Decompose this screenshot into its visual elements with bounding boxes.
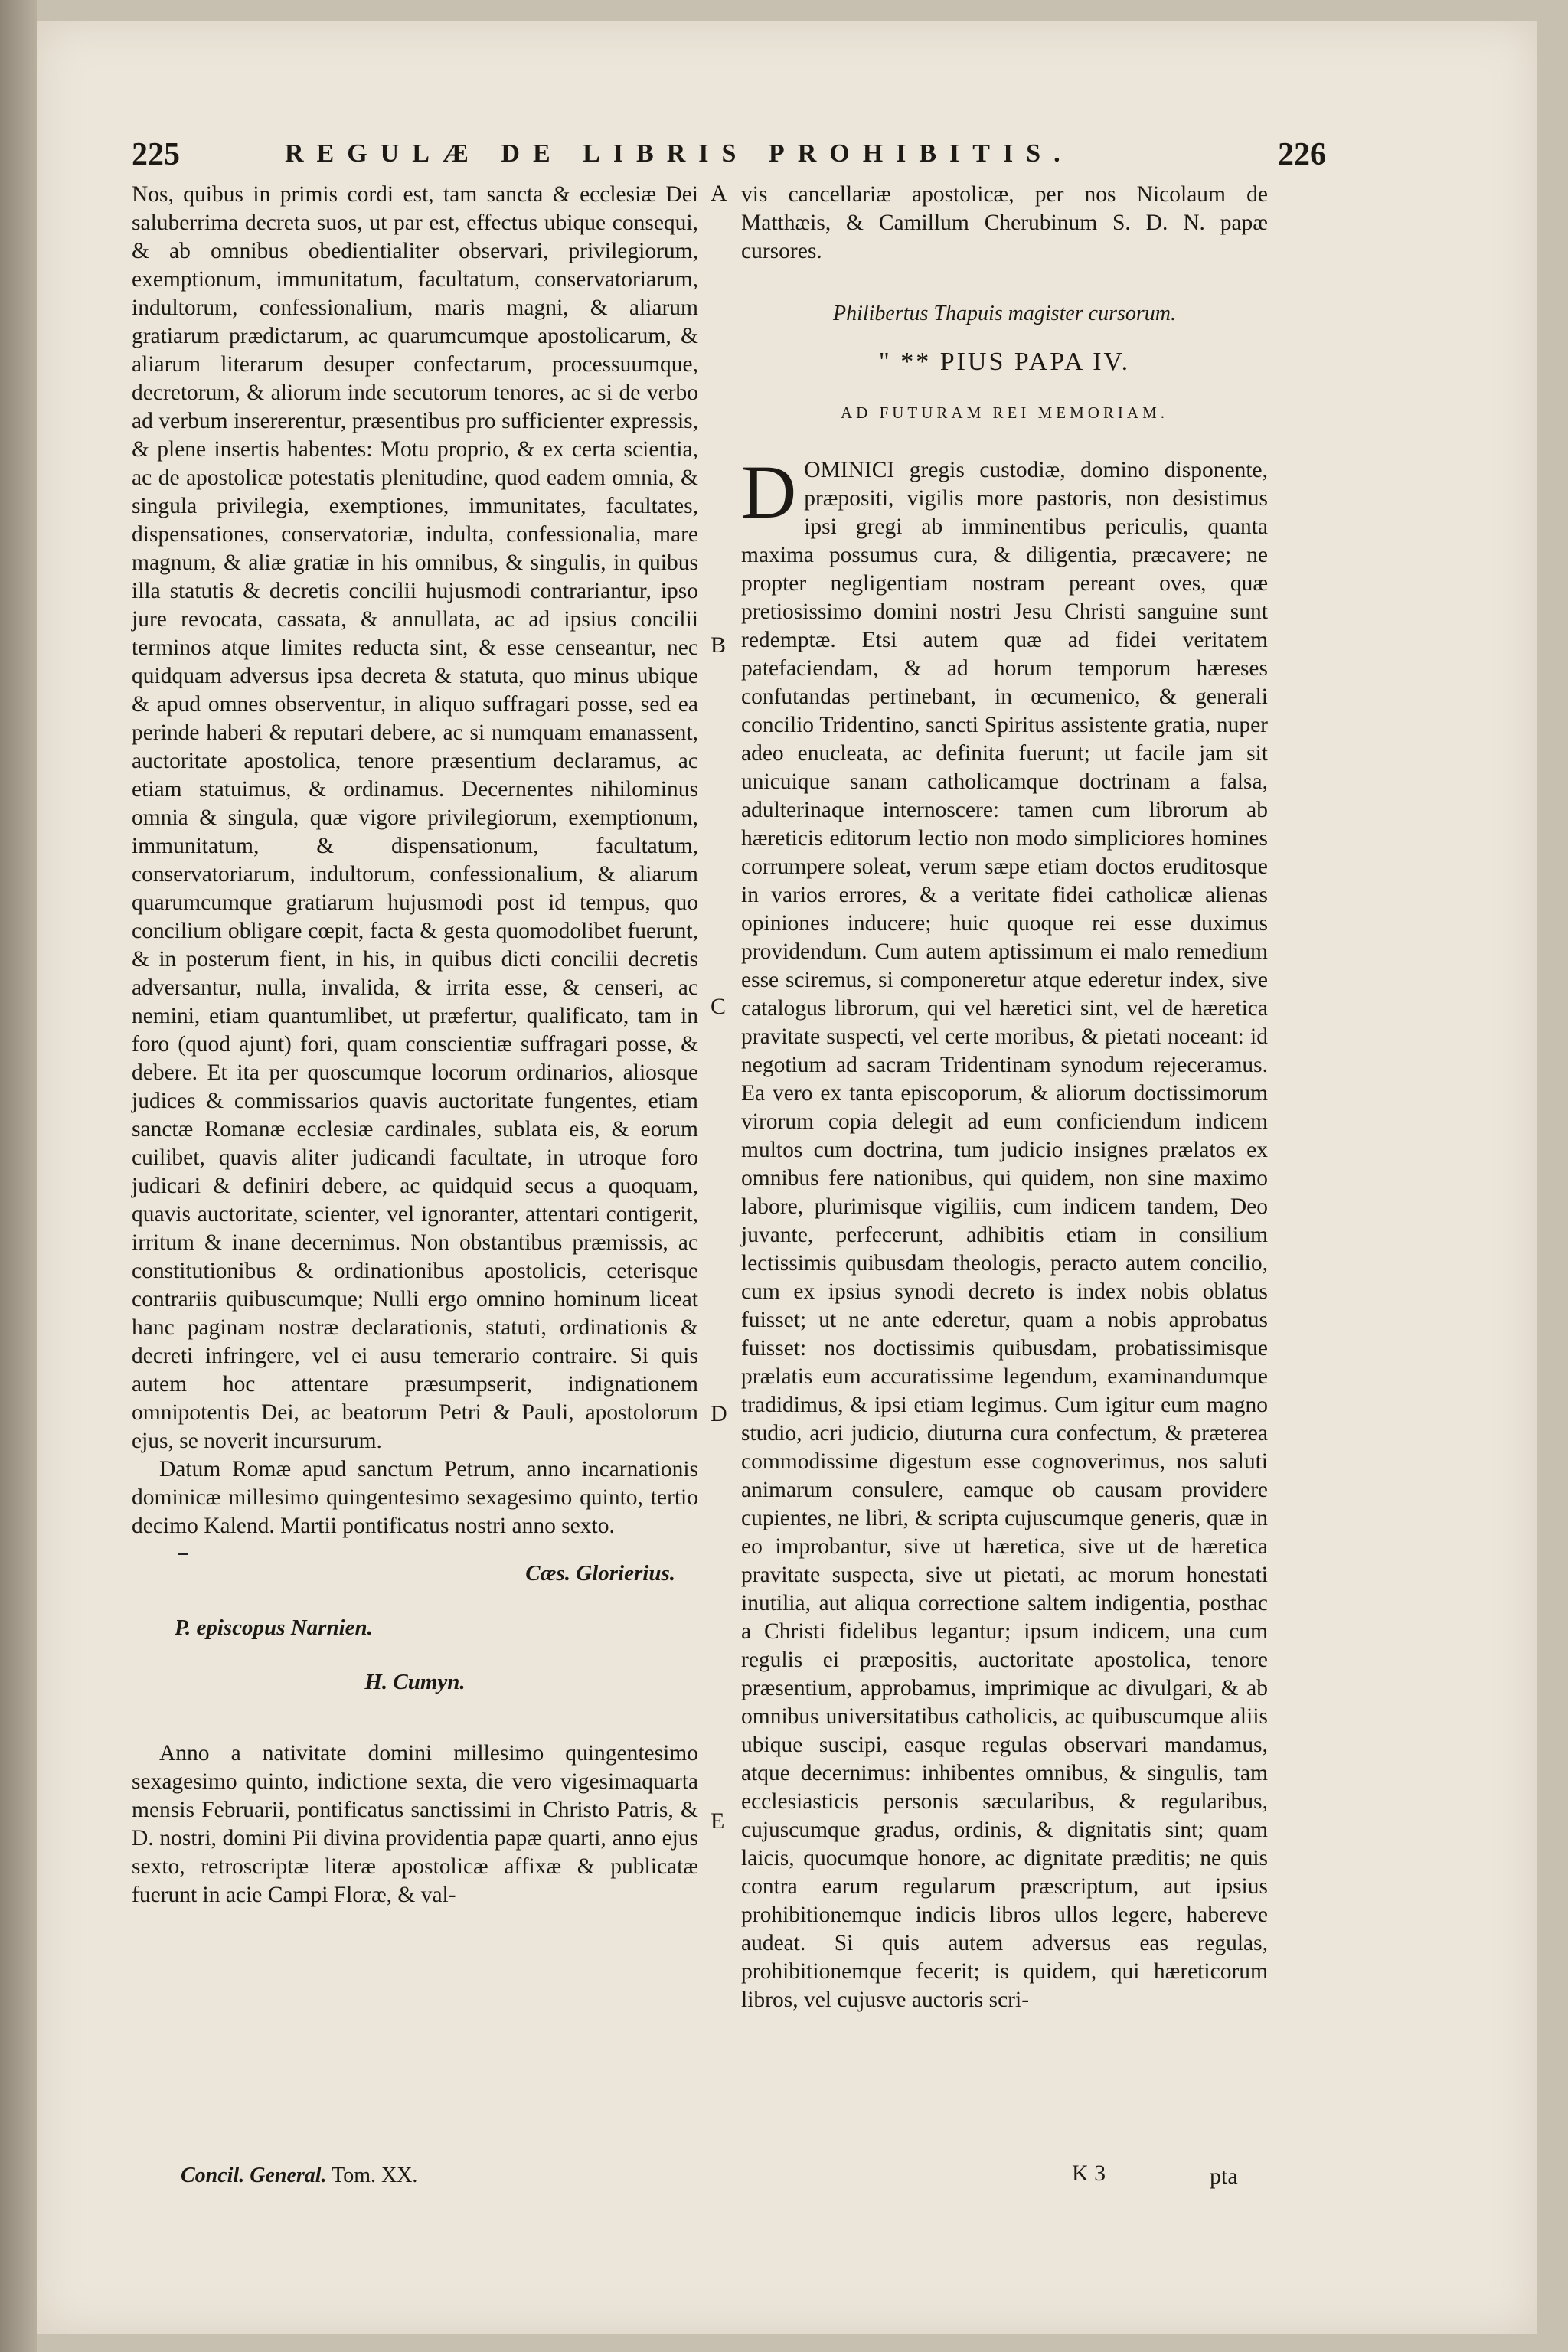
running-title: REGULÆ DE LIBRIS PROHIBITIS. [285,139,1073,168]
signature-cumyn: H. Cumyn. [364,1670,466,1694]
page-number-right: 226 [1278,137,1326,172]
signature-thapuis: Philibertus Thapuis magister cursorum. [832,302,1177,325]
footer-volume [181,2164,417,2188]
margin-letter-e: E [710,1808,725,1834]
page-header [132,136,1326,182]
left-paragraph-3: Anno a nativitate domini millesimo quingentesimo sexagesimo quinto, indictione sexta, die vero vigesimaquarta mensis Februarii, pontificatus sanctissimi in Christo Patris, & D. nostri, domini Pii divina providentia papæ quarti, anno ejus sexto, retroscriptæ literæ apostolicæ affixæ & publicatæ fuerunt in acie Campi Floræ, & val- [132,1741,698,1907]
margin-letter-d: D [710,1401,727,1426]
footer-tome: Tom. XX. [332,2164,418,2187]
margin-letter-b: B [710,632,727,658]
left-paragraph-2: Datum Romæ apud sanctum Petrum, anno incarnationis dominicæ millesimo quingentesimo sexagesimo quinto, tertio decimo Kalend. Martii pontificatus nostri anno sexto. [132,1457,698,1538]
signature-episcopus: P. episcopus Narnien. [175,1615,373,1640]
signature-mark: K 3 [1072,2161,1106,2186]
dash-mark [178,1553,188,1555]
footer-title: Concil. General. [181,2164,327,2187]
page-number-left: 225 [132,137,180,172]
margin-letter-a: A [710,181,727,206]
bull-heading: " ** PIUS PAPA IV. [878,348,1131,376]
right-column [741,181,1268,2014]
right-paragraph-1: vis cancellariæ apostolicæ, per nos Nicolaum de Matthæis, & Camillum Cherubinum S. D. N. papæ cursores. [741,182,1268,263]
bull-subheading: AD FUTURAM REI MEMORIAM. [840,403,1169,422]
footer-signature-area [1072,2161,1238,2189]
bull-body [741,449,1268,2014]
book-spine-shadow [0,0,37,2352]
left-column [132,181,698,1909]
bull-body-text: OMINICI gregis custodiæ, domino disponente, præpositi, vigilis more pastoris, non desistimus ipsi gregi ab imminentibus periculis, quanta maxima possumus cura, & diligentia, præcavere; ne propter negligentiam nostram pereant oves, quæ pretiosissimo domini nostri Jesu Christi sanguine sunt redemptæ. Etsi autem quæ ad fidei veritatem patefaciendam, & ad horum temporum hæreses confutandas pertinebant, in œcumenico, & generali concilio Tridentino, sancti Spiritus assistente gratia, nuper adeo enucleata, ac definita fuerunt; ut facile jam sit unicuique sanam catholicamque doctrinam a falsa, adulterinaque internoscere: tamen cum librorum ab hæreticis editorum lectio non modo simpliciores homines corrumpere soleat, verum sæpe etiam doctos eruditosque in varios errores, & a veritate fidei catholicæ alienas opiniones inducere; huic quoque rei esse duximus providendum. Cum autem aptissimum ei malo remedium esse sciremus, si componeretur atque ederetur index, sive catalogus librorum, qui vel hæretici sint, vel de hæretica pravitate suspecti, vel certe moribus, & pietati noceant: id negotium ad sacram Tridentinam synodum rejeceramus. Ea vero ex tanta episcoporum, & aliorum doctissimorum virorum copia delegit ad eum conficiendum indicem multos cum doctrina, tum judicio insignes prælatos ex omnibus fere nationibus, qui quidem, non sine maximo labore, plurimisque vigiliis, cum indicem tandem, Deo juvante, perfecerunt, adhibitis etiam in consilium lectissimis quibusdam theologis, peracto autem concilio, cum ex ipsius synodi decreto is index nobis oblatus fuisset; ut ne ante ederetur, quam a nobis approbatus fuisset: nos doctissimis quibusdam, probatissimisque prælatis eum accuratissime legendum, examinandumque tradidimus, & ipsi etiam legimus. Cum igitur eum magno studio, acri judicio, diuturna cura confectum, & præterea commodissime digestum esse cognoverimus, nos saluti animarum consulere, eamque ob causam providere cupientes, ne libri, & scripta cujuscumque generis, quæ in eo improbantur, sive ut hæretica, sive ut de hæretica pravitate suspecta, sive ut pietati, ac morum honestati inutilia, aut aliqua correctione saltem indigentia, posthac a Christi fidelibus legantur; ipsum indicem, una cum regulis ei præpositis, auctoritate apostolica, tenore præsentium, approbamus, imprimique ac divulgari, & ab omnibus universitatibus catholicis, ac quibuscumque aliis ubique suscipi, easque regulas observari mandamus, atque decernimus: inhibentes omnibus, & singulis, tam ecclesiasticis personis sæcularibus, & regularibus, cujuscumque gradus, ordinis, & dignitatis sint; quam laicis, quocumque honore, ac dignitate præditis; ne quis contra earum regularum præscriptum, aut ipsius prohibitionemque indicis libros ullos legere, habereve audeat. Si quis autem adversus eas regulas, prohibitionemque fecerit; is quidem, qui hæreticorum libros, vel cujusve auctoris scri- [741,458,1268,2012]
drop-capital: D [741,449,797,534]
signature-glorierius: Cæs. Glorierius. [525,1561,675,1586]
left-paragraph-1: Nos, quibus in primis cordi est, tam sancta & ecclesiæ Dei saluberrima decreta suos, ut par est, effectus ubique consequi, & ab omnibus obedientialiter observari, privilegiorum, exemptionum, immunitatum, facultatum, conservatoriarum, indultorum, confessionalium, maris magni, & aliarum gratiarum prædictarum, ac quarumcumque apostolicarum, & aliarum literarum desuper confectarum, processuumque, decretorum, & aliorum inde secutorum tenores, ac si de verbo ad verbum insererentur, præsentibus pro sufficienter expressis, & plene insertis habentes: Motu proprio, & ex certa scientia, ac de apostolicæ potestatis plenitudine, quod eadem omnia, & singula privilegia, exemptiones, immunitates, facultates, dispensationes, conservatoriæ, indulta, confessionalia, mare magnum, & aliæ gratiæ in his omnibus, & singulis, in quibus illa statutis & decretis concilii hujusmodi contrariantur, ipso jure revocata, cassata, & annullata, ac ad ipsius concilii terminos atque limites reducta sint, & esse censeantur, nec quidquam adversus ipsa decreta & statuta, quo minus ubique & apud omnes observentur, in aliquo suffragari posse, sed ea perinde haberi & reputari debere, ac si numquam emanassent, auctoritate apostolica, tenore præsentium declaramus, ac etiam statuimus, & ordinamus. Decernentes nihilominus omnia & singula, quæ vigore privilegiorum, exemptionum, immunitatum, & dispensationum, facultatum, conservatoriarum, indultorum, confessionalium, & aliarum quarumcumque gratiarum hujusmodi post id tempus, quo concilium obligare cœpit, facta & gesta quomodolibet fuerunt, & in posterum fient, in his, in quibus dicti concilii decretis adversantur, nulla, invalida, & irrita esse, & censeri, ac nemini, etiam quantumlibet, ut præfertur, qualificato, tam in foro (quod ajunt) fori, quam conscientiæ suffragari posse, & debere. Et ita per quoscumque locorum ordinarios, aliosque judices & commissarios quavis auctoritate fungentes, etiam sanctæ Romanæ ecclesiæ cardinales, sublata eis, & eorum cuilibet, quavis aliter judicandi facultate, in utroque foro judicari & definiri debere, ac quidquid secus a quoquam, quavis auctoritate, scienter, vel ignoranter, attentari contigerit, irritum & inane decernimus. Non obstantibus præmissis, ac constitutionibus & ordinationibus apostolicis, ceterisque contrariis quibuscumque; Nulli ergo omnino hominum liceat hanc paginam nostræ declarationis, statuti, ordinationis & decreti infringere, vel ei ausu temerario contraire. Si quis autem hoc attentare præsumpserit, indignationem omnipotentis Dei, ac beatorum Petri & Pauli, apostolorum ejus, se noverit incursurum. [132,182,698,1453]
catchword: pta [1210,2164,1238,2189]
margin-letter-c: C [710,994,727,1019]
